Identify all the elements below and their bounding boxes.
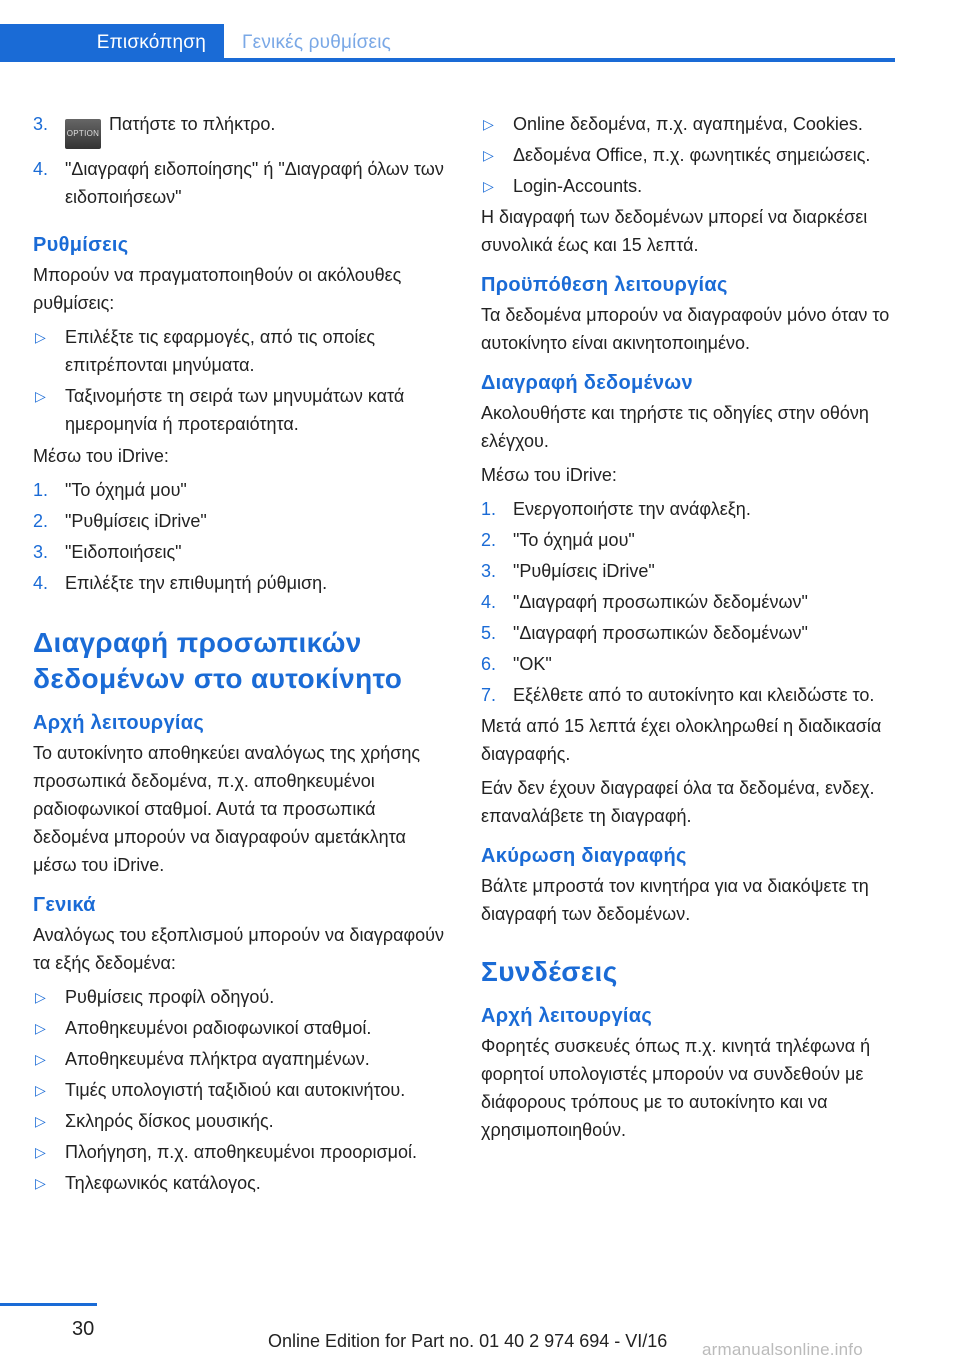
cancel-heading: Ακύρωση διαγραφής [481,845,687,867]
step-text: "Διαγραφή προσωπικών δεδομένων" [513,623,808,643]
list-item [481,588,901,616]
triangle-bullet-icon: ▷ [35,388,46,404]
bullet-text: Σκληρός δίσκος μουσικής. [65,1111,274,1131]
list-item [33,110,451,149]
header-divider [0,58,895,62]
settings-heading: Ρυθμίσεις [33,234,129,256]
bullet-text: Αποθηκευμένα πλήκτρα αγαπημένων. [65,1049,370,1069]
step-text: "Ρυθμίσεις iDrive" [65,511,207,531]
if-not-text: Εάν δεν έχουν διαγραφεί όλα τα δεδομένα, ενδεχ. επαναλάβετε τη διαγραφή. [481,778,875,826]
list-item [33,1045,451,1073]
footer-divider [0,1303,97,1306]
tab-general-settings[interactable]: Γενικές ρυθμίσεις [242,32,391,53]
list-item [481,141,901,169]
prereq-text: Τα δεδομένα μπορούν να διαγραφούν μόνο όταν το αυτοκίνητο είναι ακινητοποιημένο. [481,305,890,353]
after-text: Μετά από 15 λεπτά έχει ολοκληρωθεί η διαδικασία διαγραφής. [481,716,882,764]
step-text: "Ρυθμίσεις iDrive" [513,561,655,581]
step-number: 5. [481,623,497,643]
step-number: 3. [33,542,49,562]
triangle-bullet-icon: ▷ [35,1144,46,1160]
step-text: "Διαγραφή ειδοποίησης" ή "Διαγραφή όλων των ειδοποιήσεων" [65,159,444,207]
bullet-text: Τιμές υπολογιστή ταξιδιού και αυτοκινήτου. [65,1080,406,1100]
step-number: 4. [481,592,497,612]
step-text: "Ειδοποιήσεις" [65,542,182,562]
tab-overview[interactable]: Επισκόπηση [0,24,224,62]
list-item [33,1169,451,1197]
list-item [33,1107,451,1135]
triangle-bullet-icon: ▷ [35,1020,46,1036]
step-text: Ενεργοποιήστε την ανάφλεξη. [513,499,751,519]
page-number: 30 [72,1318,95,1340]
via-idrive-label: Μέσω του iDrive: [481,465,617,485]
prereq-heading: Προϋπόθεση λειτουργίας [481,274,728,296]
bullet-text: Δεδομένα Office, π.χ. φωνητικές σημειώσεις. [513,145,871,165]
triangle-bullet-icon: ▷ [483,116,494,132]
conn-principle-text: Φορητές συσκευές όπως π.χ. κινητά τηλέφωνα ή φορητοί υπολογιστές μπορούν να συνδεθούν με διάφορους τρόπους με το αυτοκίνητο και να χρησιμοποιηθούν. [481,1036,871,1140]
edition-text: Online Edition for Part no. 01 40 2 974 694 - VI/16 [268,1331,668,1351]
left-column [33,110,451,1200]
step-number: 1. [33,480,49,500]
list-item [33,1014,451,1042]
triangle-bullet-icon: ▷ [483,178,494,194]
bullet-text: Τηλεφωνικός κατάλογος. [65,1173,261,1193]
triangle-bullet-icon: ▷ [35,1082,46,1098]
step-number: 6. [481,654,497,674]
right-column [481,110,901,1150]
cancel-text: Βάλτε μπροστά τον κινητήρα για να διακόψετε τη διαγραφή των δεδομένων. [481,876,869,924]
principle-text: Το αυτοκίνητο αποθηκεύει αναλόγως της χρήσης προσωπικά δεδομένα, π.χ. αποθηκευμένοι ραδιοφωνικοί σταθμοί. Αυτά τα προσωπικά δεδομένα μπορούν να διαγραφούν αμετάκλητα μέσω του iDrive. [33,743,421,875]
step-number: 3. [481,561,497,581]
list-item [481,619,901,647]
list-item [481,681,901,709]
delete-text: Ακολουθήστε και τηρήστε τις οδηγίες στην οθόνη ελέγχου. [481,403,869,451]
step-number: 2. [33,511,49,531]
list-item [481,557,901,585]
section-title: Διαγραφή προσωπικών δεδομένων στο αυτοκίνητο [33,627,403,694]
list-item [481,110,901,138]
list-item [481,526,901,554]
list-item [33,1076,451,1104]
list-item [33,983,451,1011]
triangle-bullet-icon: ▷ [483,147,494,163]
list-item [33,155,451,211]
step-number: 4. [33,573,49,593]
connections-title: Συνδέσεις [481,956,618,987]
step-text: "Το όχημά μου" [513,530,635,550]
delete-heading: Διαγραφή δεδομένων [481,372,693,394]
bullet-text: Ταξινομήστε τη σειρά των μηνυμάτων κατά ημερομηνία ή προτεραιότητα. [65,386,405,434]
list-item [481,172,901,200]
principle-heading: Αρχή λειτουργίας [33,712,205,734]
bullet-text: Online δεδομένα, π.χ. αγαπημένα, Cookies. [513,114,863,134]
step-number: 1. [481,499,497,519]
general-heading: Γενικά [33,894,96,916]
step-number: 3. [33,114,49,134]
conn-principle-heading: Αρχή λειτουργίας [481,1005,653,1027]
duration-text: Η διαγραφή των δεδομένων μπορεί να διαρκέσει συνολικά έως και 15 λεπτά. [481,207,868,255]
bullet-text: Επιλέξτε τις εφαρμογές, από τις οποίες επιτρέπονται μηνύματα. [65,327,376,375]
step-text: Επιλέξτε την επιθυμητή ρύθμιση. [65,573,328,593]
bullet-text: Ρυθμίσεις προφίλ οδηγού. [65,987,275,1007]
step-text: Πατήστε το πλήκτρο. [109,114,276,134]
triangle-bullet-icon: ▷ [35,329,46,345]
page-header [0,0,960,62]
settings-intro: Μπορούν να πραγματοποιηθούν οι ακόλουθες ρυθμίσεις: [33,265,402,313]
list-item [481,650,901,678]
option-button-icon: OPTION [65,119,101,149]
triangle-bullet-icon: ▷ [35,1113,46,1129]
triangle-bullet-icon: ▷ [35,1051,46,1067]
triangle-bullet-icon: ▷ [35,989,46,1005]
list-item [33,323,451,379]
list-item [33,1138,451,1166]
bullet-text: Login-Accounts. [513,176,643,196]
list-item [33,507,451,535]
step-text: Εξέλθετε από το αυτοκίνητο και κλειδώστε το. [513,685,875,705]
step-text: "Διαγραφή προσωπικών δεδομένων" [513,592,808,612]
general-text: Αναλόγως του εξοπλισμού μπορούν να διαγραφούν τα εξής δεδομένα: [33,925,445,973]
step-text: "OK" [513,654,552,674]
list-item [33,382,451,438]
via-idrive-label: Μέσω του iDrive: [33,446,169,466]
bullet-text: Αποθηκευμένοι ραδιοφωνικοί σταθμοί. [65,1018,372,1038]
list-item [33,538,451,566]
step-number: 4. [33,159,49,179]
list-item [33,569,451,597]
step-text: "Το όχημά μου" [65,480,187,500]
triangle-bullet-icon: ▷ [35,1175,46,1191]
step-number: 2. [481,530,497,550]
list-item [481,495,901,523]
list-item [33,476,451,504]
bullet-text: Πλοήγηση, π.χ. αποθηκευμένοι προορισμοί. [65,1142,418,1162]
step-number: 7. [481,685,497,705]
watermark: armanualsonline.info [702,1340,863,1359]
